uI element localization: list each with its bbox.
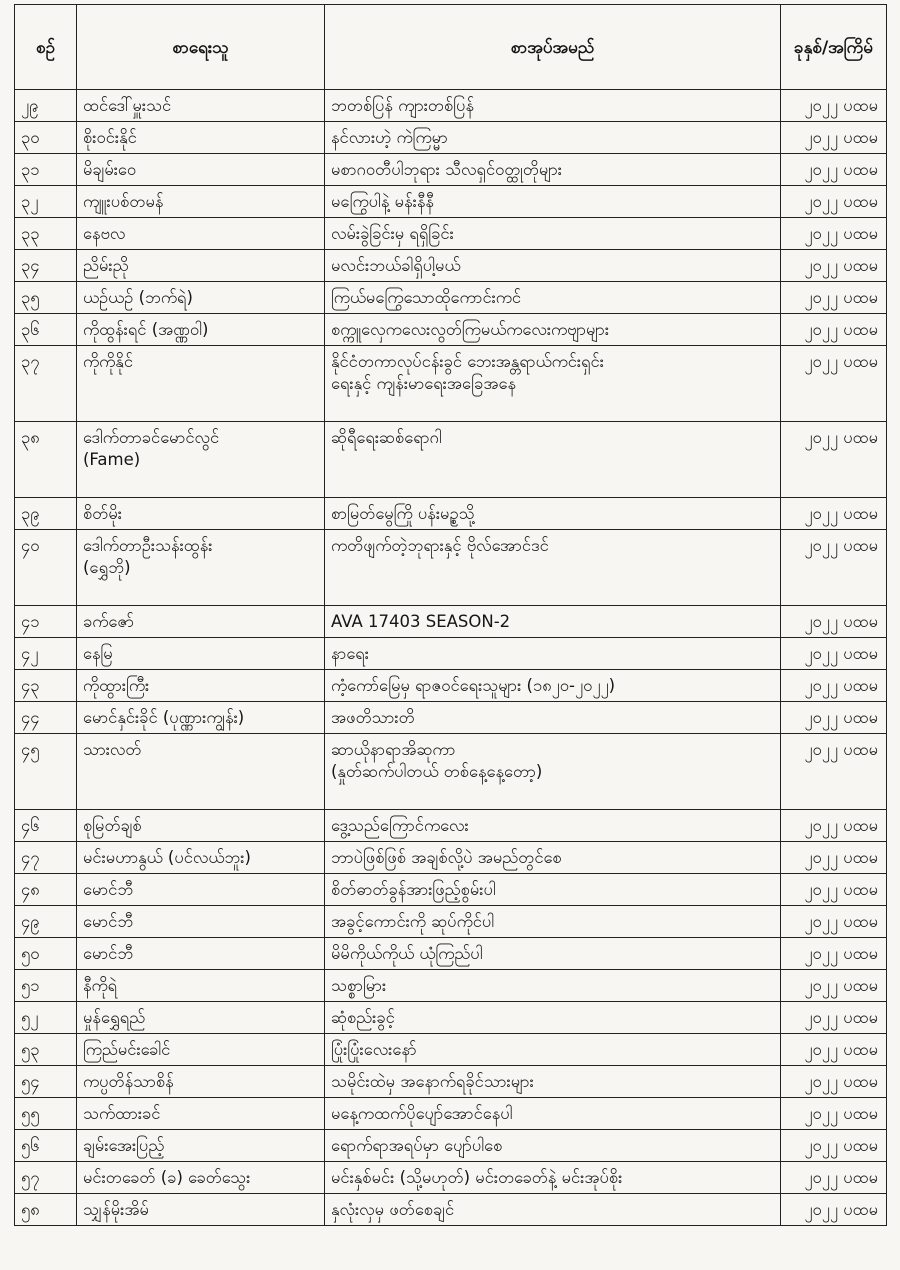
row-edition: ၂၀၂၂ ပထမ (781, 1066, 887, 1098)
row-title: စာမြတ်မွေကြို ပန်းမဥ္စသို့ (325, 498, 781, 530)
row-title: ဘာပဲဖြစ်ဖြစ် အချစ်လို့ပဲ အမည်တွင်စေ (325, 842, 781, 874)
row-edition: ၂၀၂၂ ပထမ (781, 1002, 887, 1034)
row-title: မနေ့ကထက်ပိုပျော်အောင်နေပါ (325, 1098, 781, 1130)
row-author: ထင်ဒေါ်မှူးသင် (77, 90, 325, 122)
header-number: စဉ် (15, 5, 77, 90)
row-author: သျှန်မိုးအိမ် (77, 1194, 325, 1226)
row-edition: ၂၀၂၂ ပထမ (781, 282, 887, 314)
row-number: ၃၇ (15, 346, 77, 422)
row-title: AVA 17403 SEASON-2 (325, 606, 781, 638)
row-author: နေဗလ (77, 218, 325, 250)
row-number: ၄၀ (15, 530, 77, 606)
row-edition: ၂၀၂၂ ပထမ (781, 346, 887, 422)
row-number: ၃၆ (15, 314, 77, 346)
row-title: မကြွေပါနဲ့ မန်းနီနီ (325, 186, 781, 218)
row-author: ကပ္ပတိန်သာစိန် (77, 1066, 325, 1098)
table-row (15, 606, 887, 638)
table-row (15, 1098, 887, 1130)
row-title: နင်လားဟဲ့ ကဲကြမ္မာ (325, 122, 781, 154)
row-number: ၄၆ (15, 810, 77, 842)
row-number: ၄၂ (15, 638, 77, 670)
row-number: ၅၂ (15, 1002, 77, 1034)
table-row (15, 422, 887, 498)
table-row (15, 218, 887, 250)
row-author: ခက်ဇော် (77, 606, 325, 638)
book-list-table (14, 4, 887, 1226)
row-edition: ၂၀၂၂ ပထမ (781, 90, 887, 122)
table-row (15, 122, 887, 154)
table-row (15, 938, 887, 970)
table-row (15, 702, 887, 734)
row-title: ဒွေ့သည်ကြောင်ကလေး (325, 810, 781, 842)
table-row (15, 1130, 887, 1162)
table-row (15, 154, 887, 186)
row-number: ၄၅ (15, 734, 77, 810)
row-number: ၅၃ (15, 1034, 77, 1066)
table-row (15, 1066, 887, 1098)
row-title: လမ်းခွဲခြင်းမှ ရရှိခြင်း (325, 218, 781, 250)
row-number: ၃၀ (15, 122, 77, 154)
row-edition: ၂၀၂၂ ပထမ (781, 498, 887, 530)
row-author: သားလတ် (77, 734, 325, 810)
table-row (15, 638, 887, 670)
row-author: မင်းတခေတ် (ခ) ခေတ်သွေး (77, 1162, 325, 1194)
row-edition: ၂၀၂၂ ပထမ (781, 970, 887, 1002)
row-number: ၅၈ (15, 1194, 77, 1226)
row-title: အဖတိသားတိ (325, 702, 781, 734)
row-author: ကျူးပစ်တမန် (77, 186, 325, 218)
row-number: ၅၇ (15, 1162, 77, 1194)
row-author: မိချမ်းဝေ (77, 154, 325, 186)
row-number: ၅၄ (15, 1066, 77, 1098)
row-edition: ၂၀၂၂ ပထမ (781, 154, 887, 186)
header-edition: ခုနှစ်/အကြိမ် (781, 5, 887, 90)
row-author: ဒေါက်တာခင်မောင်လွင် (Fame) (77, 422, 325, 498)
row-edition: ၂၀၂၂ ပထမ (781, 122, 887, 154)
row-title: ကြယ်မကြွေသောထိုကောင်းကင် (325, 282, 781, 314)
row-title: ဘတစ်ပြန် ကျားတစ်ပြန် (325, 90, 781, 122)
row-edition: ၂၀၂၂ ပထမ (781, 810, 887, 842)
row-author: ကြည်မင်းခေါင် (77, 1034, 325, 1066)
table-row (15, 250, 887, 282)
row-title: အခွင့်ကောင်းကို ဆုပ်ကိုင်ပါ (325, 906, 781, 938)
row-author: ညိမ်းညို (77, 250, 325, 282)
header-title: စာအုပ်အမည် (325, 5, 781, 90)
table-row (15, 282, 887, 314)
row-title: ဆိုရီရေးဆစ်ရောဂါ (325, 422, 781, 498)
row-author: ဒေါက်တာဦးသန်းထွန်း (ရွှေဘို) (77, 530, 325, 606)
row-author: စုမြတ်ချစ် (77, 810, 325, 842)
row-title: ကတိဖျက်တဲ့ဘုရားနှင့် ဗိုလ်အောင်ဒင် (325, 530, 781, 606)
row-number: ၅၀ (15, 938, 77, 970)
row-edition: ၂၀၂၂ ပထမ (781, 250, 887, 282)
table-row (15, 90, 887, 122)
row-edition: ၂၀၂၂ ပထမ (781, 842, 887, 874)
row-edition: ၂၀၂၂ ပထမ (781, 906, 887, 938)
row-author: နီကိုရဲ (77, 970, 325, 1002)
row-title: နာရေး (325, 638, 781, 670)
row-title: စက္ကူလှေကလေးလွတ်ကြမယ်ကလေးကဗျာများ (325, 314, 781, 346)
row-author: မင်းမဟာနွယ် (ပင်လယ်ဘူး) (77, 842, 325, 874)
row-title: ပြုံးပြုံးလေးနော် (325, 1034, 781, 1066)
row-title: မစာဂဝတီပါဘုရား သီလရှင်ဝတ္ထုတိုများ (325, 154, 781, 186)
row-edition: ၂၀၂၂ ပထမ (781, 874, 887, 906)
row-edition: ၂၀၂၂ ပထမ (781, 1194, 887, 1226)
row-title: သမိုင်းထဲမှ အနောက်ရခိုင်သားများ (325, 1066, 781, 1098)
row-number: ၄၇ (15, 842, 77, 874)
row-edition: ၂၀၂၂ ပထမ (781, 1130, 887, 1162)
row-number: ၄၃ (15, 670, 77, 702)
row-edition: ၂၀၂၂ ပထမ (781, 218, 887, 250)
table-row (15, 530, 887, 606)
row-author: မှုန်ရွှေရည် (77, 1002, 325, 1034)
row-author: မောင်ဘီ (77, 906, 325, 938)
table-row (15, 810, 887, 842)
row-number: ၄၈ (15, 874, 77, 906)
row-number: ၄၄ (15, 702, 77, 734)
table-row (15, 186, 887, 218)
table-row (15, 1194, 887, 1226)
row-number: ၃၅ (15, 282, 77, 314)
row-edition: ၂၀၂၂ ပထမ (781, 186, 887, 218)
row-number: ၃၉ (15, 498, 77, 530)
row-edition: ၂၀၂၂ ပထမ (781, 314, 887, 346)
table-row (15, 842, 887, 874)
row-title: သစ္စာမြား (325, 970, 781, 1002)
row-title: စိတ်ဓာတ်ခွန်အားဖြည့်စွမ်းပါ (325, 874, 781, 906)
table-row (15, 498, 887, 530)
row-author: မောင်ဘီ (77, 874, 325, 906)
table-row (15, 734, 887, 810)
row-author: နေမြ (77, 638, 325, 670)
row-number: ၄၁ (15, 606, 77, 638)
row-number: ၃၈ (15, 422, 77, 498)
row-title: မလင်းဘယ်ခါရှိပါ့မယ် (325, 250, 781, 282)
row-title: ရောက်ရာအရပ်မှာ ပျော်ပါစေ (325, 1130, 781, 1162)
table-row (15, 1162, 887, 1194)
row-edition: ၂၀၂၂ ပထမ (781, 606, 887, 638)
table-row (15, 314, 887, 346)
table-row (15, 670, 887, 702)
row-edition: ၂၀၂၂ ပထမ (781, 938, 887, 970)
row-author: ချမ်းအေးပြည့် (77, 1130, 325, 1162)
row-edition: ၂၀၂၂ ပထမ (781, 702, 887, 734)
row-author: ယဉ်ယဉ် (ဘက်ရဲ) (77, 282, 325, 314)
row-number: ၃၃ (15, 218, 77, 250)
row-author: ကိုထွန်းရင် (အဏ္ဏဝါ) (77, 314, 325, 346)
row-author: ကိုထွားကြီး (77, 670, 325, 702)
row-author: မောင်ဘီ (77, 938, 325, 970)
row-title: မင်းနှစ်မင်း (သို့မဟုတ်) မင်းတခေတ်နဲ့ မင်းအုပ်စိုး (325, 1162, 781, 1194)
row-number: ၅၁ (15, 970, 77, 1002)
table-row (15, 970, 887, 1002)
row-title: ဆုံစည်းခွင့် (325, 1002, 781, 1034)
row-number: ၃၂ (15, 186, 77, 218)
table-row (15, 1034, 887, 1066)
table-row (15, 874, 887, 906)
table-row (15, 906, 887, 938)
row-title: နှလုံးလှမှ ဖတ်စေချင် (325, 1194, 781, 1226)
row-edition: ၂၀၂၂ ပထမ (781, 1034, 887, 1066)
row-title: မိမိကိုယ်ကိုယ် ယုံကြည်ပါ (325, 938, 781, 970)
row-number: ၂၉ (15, 90, 77, 122)
table-row (15, 346, 887, 422)
row-title: နိုင်ငံတကာလုပ်ငန်းခွင် ဘေးအန္တရာယ်ကင်းရှင်း ရေးနှင့် ကျန်းမာရေးအခြေအနေ (325, 346, 781, 422)
row-number: ၃၄ (15, 250, 77, 282)
row-edition: ၂၀၂၂ ပထမ (781, 530, 887, 606)
row-edition: ၂၀၂၂ ပထမ (781, 734, 887, 810)
row-edition: ၂၀၂၂ ပထမ (781, 1162, 887, 1194)
row-number: ၅၆ (15, 1130, 77, 1162)
row-author: စိုးဝင်းနိုင် (77, 122, 325, 154)
row-author: ကိုကိုနိုင် (77, 346, 325, 422)
row-edition: ၂၀၂၂ ပထမ (781, 422, 887, 498)
header-author: စာရေးသူ (77, 5, 325, 90)
row-author: မောင်နှင်းခိုင် (ပုဏ္ဏားကျွန်း) (77, 702, 325, 734)
row-edition: ၂၀၂၂ ပထမ (781, 1098, 887, 1130)
row-title: ကံ့ကော်မြေမှ ရာဇဝင်ရေးသူများ (၁၈၂၀-၂၀၂၂) (325, 670, 781, 702)
row-edition: ၂၀၂၂ ပထမ (781, 638, 887, 670)
table-row (15, 1002, 887, 1034)
row-author: သက်ထားခင် (77, 1098, 325, 1130)
row-author: စိတ်မိုး (77, 498, 325, 530)
row-number: ၃၁ (15, 154, 77, 186)
row-title: ဆာယိုနာရာအိဆုကာ (နှုတ်ဆက်ပါတယ် တစ်နေ့နေ့တော့) (325, 734, 781, 810)
row-number: ၄၉ (15, 906, 77, 938)
table-header-row (15, 5, 887, 90)
row-number: ၅၅ (15, 1098, 77, 1130)
row-edition: ၂၀၂၂ ပထမ (781, 670, 887, 702)
